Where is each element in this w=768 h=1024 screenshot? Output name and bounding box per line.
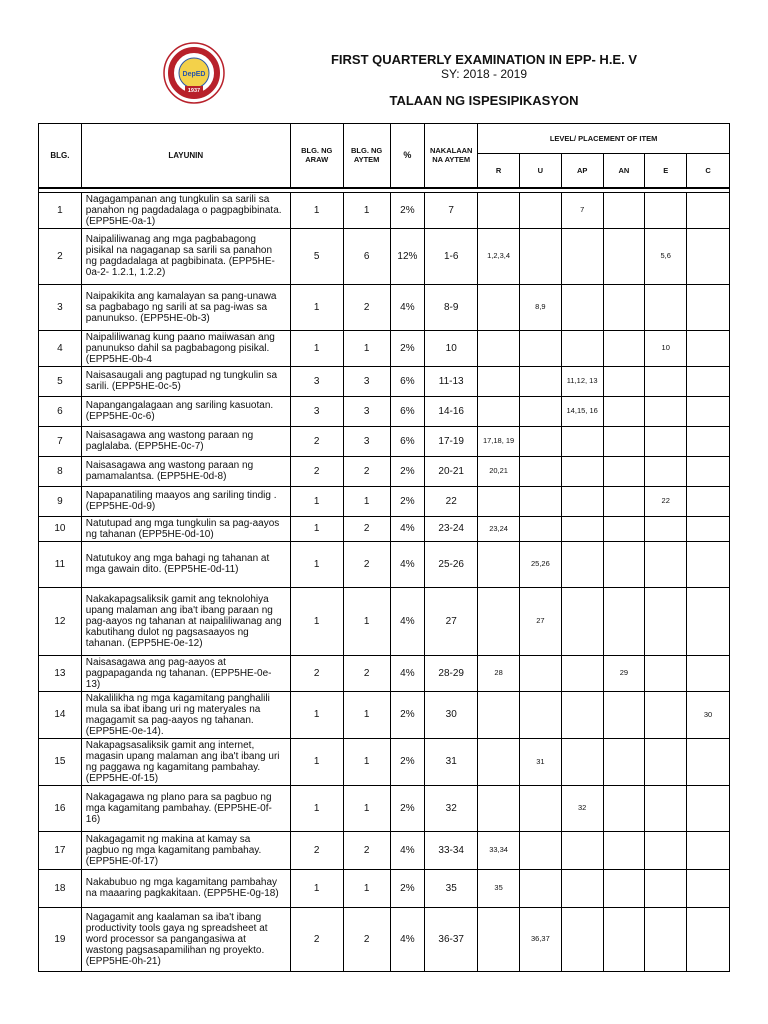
row-level-an [603, 284, 645, 330]
row-items: 2 [343, 907, 390, 971]
row-items: 1 [343, 587, 390, 655]
row-level-c [687, 738, 730, 785]
table-row [39, 831, 730, 869]
row-level-ap: 11,12, 13 [561, 366, 603, 396]
row-allocated-items: 33-34 [425, 831, 478, 869]
row-level-r [478, 587, 520, 655]
svg-text:DepED: DepED [182, 71, 206, 78]
row-level-ap [561, 587, 603, 655]
row-percent: 4% [390, 907, 425, 971]
row-level-c [687, 907, 730, 971]
row-level-ap [561, 456, 603, 486]
row-level-u [519, 516, 561, 541]
row-level-r [478, 486, 520, 516]
row-level-ap: 14,15, 16 [561, 396, 603, 426]
row-level-u: 8,9 [519, 284, 561, 330]
row-level-an: 29 [603, 655, 645, 691]
row-percent: 2% [390, 738, 425, 785]
row-level-e [645, 284, 687, 330]
row-days: 2 [290, 831, 343, 869]
row-level-e [645, 192, 687, 228]
row-level-ap [561, 330, 603, 366]
row-allocated-items: 10 [425, 330, 478, 366]
row-level-an [603, 869, 645, 907]
row-level-e [645, 396, 687, 426]
row-level-u [519, 869, 561, 907]
header-level-u: U [519, 154, 561, 188]
row-level-an [603, 192, 645, 228]
row-number: 18 [39, 869, 82, 907]
row-days: 3 [290, 396, 343, 426]
table-row [39, 284, 730, 330]
row-items: 2 [343, 831, 390, 869]
row-level-c [687, 426, 730, 456]
row-level-u [519, 366, 561, 396]
row-percent: 6% [390, 366, 425, 396]
row-level-c: 30 [687, 691, 730, 738]
row-items: 2 [343, 541, 390, 587]
row-days: 2 [290, 655, 343, 691]
row-level-an [603, 785, 645, 831]
row-level-ap [561, 228, 603, 284]
row-items: 1 [343, 330, 390, 366]
row-percent: 4% [390, 284, 425, 330]
row-level-e [645, 366, 687, 396]
row-objective: Natutupad ang mga tungkulin sa pag-aayos ng tahanan (EPP5HE-0d-10) [81, 516, 290, 541]
row-level-e [645, 907, 687, 971]
row-days: 1 [290, 785, 343, 831]
row-level-e [645, 831, 687, 869]
row-items: 6 [343, 228, 390, 284]
row-allocated-items: 14-16 [425, 396, 478, 426]
row-days: 1 [290, 691, 343, 738]
table-row [39, 541, 730, 587]
row-level-ap: 32 [561, 785, 603, 831]
row-level-r: 28 [478, 655, 520, 691]
header-percent: % [390, 124, 425, 188]
row-level-r: 20,21 [478, 456, 520, 486]
row-allocated-items: 20-21 [425, 456, 478, 486]
row-allocated-items: 35 [425, 869, 478, 907]
row-level-c [687, 655, 730, 691]
row-level-ap [561, 738, 603, 785]
row-number: 19 [39, 907, 82, 971]
row-percent: 4% [390, 831, 425, 869]
row-level-e [645, 869, 687, 907]
row-level-an [603, 396, 645, 426]
table-row [39, 869, 730, 907]
row-level-c [687, 396, 730, 426]
row-objective: Nakagagawa ng plano para sa pagbuo ng mga kagamitang pambahay. (EPP5HE-0f-16) [81, 785, 290, 831]
row-days: 1 [290, 587, 343, 655]
row-number: 16 [39, 785, 82, 831]
row-level-r [478, 907, 520, 971]
row-level-an [603, 516, 645, 541]
row-percent: 2% [390, 330, 425, 366]
row-percent: 6% [390, 426, 425, 456]
row-level-ap [561, 486, 603, 516]
row-level-an [603, 907, 645, 971]
row-level-ap [561, 907, 603, 971]
row-level-r: 33,34 [478, 831, 520, 869]
table-row [39, 587, 730, 655]
row-level-u [519, 486, 561, 516]
row-level-an [603, 366, 645, 396]
row-number: 12 [39, 587, 82, 655]
row-level-c [687, 516, 730, 541]
row-percent: 12% [390, 228, 425, 284]
row-level-an [603, 228, 645, 284]
row-objective: Naisasagawa ang pag-aayos at pagpapaganda ng tahanan. (EPP5HE-0e-13) [81, 655, 290, 691]
row-level-r [478, 192, 520, 228]
row-level-e [645, 587, 687, 655]
row-number: 9 [39, 486, 82, 516]
row-allocated-items: 8-9 [425, 284, 478, 330]
row-items: 1 [343, 869, 390, 907]
table-subtitle: TALAAN NG ISPESIPIKASYON [389, 93, 579, 108]
row-level-r [478, 396, 520, 426]
row-objective: Naipaliliwanag ang mga pagbabagong pisikal na nagaganap sa sarili sa panahon ng pagdadalaga at pagbibinata. (EPP5HE-0a-2- 1.2.1, 1.2.2) [81, 228, 290, 284]
row-level-r [478, 541, 520, 587]
row-percent: 2% [390, 486, 425, 516]
row-number: 3 [39, 284, 82, 330]
row-number: 13 [39, 655, 82, 691]
row-percent: 2% [390, 785, 425, 831]
row-level-r [478, 330, 520, 366]
table-row [39, 516, 730, 541]
row-level-an [603, 330, 645, 366]
row-number: 5 [39, 366, 82, 396]
row-items: 1 [343, 738, 390, 785]
row-number: 1 [39, 192, 82, 228]
header-level-e: E [645, 154, 687, 188]
row-days: 2 [290, 426, 343, 456]
row-objective: Natutukoy ang mga bahagi ng tahanan at mga gawain dito. (EPP5HE-0d-11) [81, 541, 290, 587]
row-level-an [603, 691, 645, 738]
row-number: 6 [39, 396, 82, 426]
row-objective: Nakabubuo ng mga kagamitang pambahay na maaaring pagkakitaan. (EPP5HE-0g-18) [81, 869, 290, 907]
row-level-an [603, 831, 645, 869]
row-level-u [519, 691, 561, 738]
row-items: 2 [343, 516, 390, 541]
row-allocated-items: 22 [425, 486, 478, 516]
row-level-r: 35 [478, 869, 520, 907]
row-allocated-items: 28-29 [425, 655, 478, 691]
header-aytem: BLG. NG AYTEM [343, 124, 390, 188]
row-objective: Nakakapagsaliksik gamit ang teknolohiya upang malaman ang iba't ibang paraan ng pag-aayos ng tahanan at naipaliliwanag ang kabutihang dulot ng pagsasaayos ng tahanan. (EPP5HE-0e-12) [81, 587, 290, 655]
row-level-r [478, 284, 520, 330]
table-row [39, 907, 730, 971]
row-level-u [519, 785, 561, 831]
row-percent: 2% [390, 869, 425, 907]
row-level-an [603, 587, 645, 655]
row-level-ap: 7 [561, 192, 603, 228]
row-days: 1 [290, 284, 343, 330]
row-level-e: 22 [645, 486, 687, 516]
row-level-r: 1,2,3,4 [478, 228, 520, 284]
row-percent: 2% [390, 691, 425, 738]
row-items: 3 [343, 396, 390, 426]
row-number: 15 [39, 738, 82, 785]
row-level-u [519, 426, 561, 456]
row-level-an [603, 738, 645, 785]
row-level-r: 23,24 [478, 516, 520, 541]
row-level-e: 5,6 [645, 228, 687, 284]
row-level-u [519, 330, 561, 366]
row-level-ap [561, 284, 603, 330]
table-row [39, 330, 730, 366]
row-level-c [687, 192, 730, 228]
row-number: 7 [39, 426, 82, 456]
row-level-e [645, 456, 687, 486]
table-row [39, 785, 730, 831]
row-allocated-items: 1-6 [425, 228, 478, 284]
row-percent: 6% [390, 396, 425, 426]
row-percent: 4% [390, 516, 425, 541]
row-number: 10 [39, 516, 82, 541]
table-row [39, 366, 730, 396]
row-objective: Nagagampanan ang tungkulin sa sarili sa panahon ng pagdadalaga o pagpagbibinata. (EPP5HE-0a-1) [81, 192, 290, 228]
row-items: 3 [343, 366, 390, 396]
svg-text:1937: 1937 [187, 88, 201, 94]
row-level-ap [561, 426, 603, 456]
row-allocated-items: 25-26 [425, 541, 478, 587]
row-days: 1 [290, 516, 343, 541]
row-days: 1 [290, 330, 343, 366]
row-days: 3 [290, 366, 343, 396]
row-items: 1 [343, 785, 390, 831]
table-row [39, 738, 730, 785]
row-allocated-items: 11-13 [425, 366, 478, 396]
row-objective: Napangangalagaan ang sariling kasuotan. (EPP5HE-0c-6) [81, 396, 290, 426]
row-number: 4 [39, 330, 82, 366]
row-level-e [645, 785, 687, 831]
row-number: 8 [39, 456, 82, 486]
row-objective: Nakalilikha ng mga kagamitang panghalili mula sa ibat ibang uri ng materyales na magagamit sa pag-aayos ng tahanan. (EPP5HE-0e-14). [81, 691, 290, 738]
row-objective: Naisasagawa ang wastong paraan ng pamamalantsa. (EPP5HE-0d-8) [81, 456, 290, 486]
table-row [39, 691, 730, 738]
row-items: 1 [343, 192, 390, 228]
row-number: 14 [39, 691, 82, 738]
header-level: LEVEL/ PLACEMENT OF ITEM [478, 124, 730, 154]
row-percent: 4% [390, 587, 425, 655]
row-level-c [687, 869, 730, 907]
row-level-c [687, 456, 730, 486]
row-level-u [519, 655, 561, 691]
row-level-c [687, 330, 730, 366]
row-days: 1 [290, 541, 343, 587]
row-level-c [687, 366, 730, 396]
header-level-r: R [478, 154, 520, 188]
row-objective: Nakapagsasaliksik gamit ang internet, magasin upang malaman ang iba't ibang uri ng paggawa ng kagamitang pambahay. (EPP5HE-0f-15) [81, 738, 290, 785]
row-objective: Nagagamit ang kaalaman sa iba't ibang productivity tools gaya ng spreadsheet at word processor sa pangangasiwa at wastong pagsasapamilihan ng proyekto. (EPP5HE-0h-21) [81, 907, 290, 971]
header-level-ap: AP [561, 154, 603, 188]
table-row [39, 192, 730, 228]
exam-title: FIRST QUARTERLY EXAMINATION IN EPP- H.E. V [330, 52, 637, 67]
row-allocated-items: 36-37 [425, 907, 478, 971]
row-number: 2 [39, 228, 82, 284]
row-allocated-items: 7 [425, 192, 478, 228]
row-days: 2 [290, 456, 343, 486]
row-items: 3 [343, 426, 390, 456]
row-level-r [478, 785, 520, 831]
row-items: 1 [343, 691, 390, 738]
row-level-e [645, 655, 687, 691]
row-level-c [687, 785, 730, 831]
row-level-r [478, 691, 520, 738]
row-level-an [603, 456, 645, 486]
row-level-e: 10 [645, 330, 687, 366]
row-level-u [519, 228, 561, 284]
row-percent: 2% [390, 192, 425, 228]
header-blg: BLG. [39, 124, 82, 188]
table-row [39, 456, 730, 486]
row-level-u: 36,37 [519, 907, 561, 971]
row-days: 1 [290, 869, 343, 907]
row-level-c [687, 541, 730, 587]
row-level-e [645, 691, 687, 738]
row-level-ap [561, 691, 603, 738]
row-level-u: 25,26 [519, 541, 561, 587]
row-allocated-items: 32 [425, 785, 478, 831]
row-allocated-items: 27 [425, 587, 478, 655]
specification-table [38, 123, 730, 972]
header-level-c: C [687, 154, 730, 188]
row-items: 2 [343, 284, 390, 330]
row-objective: Napapanatiling maayos ang sariling tindig . (EPP5HE-0d-9) [81, 486, 290, 516]
row-items: 2 [343, 456, 390, 486]
row-allocated-items: 17-19 [425, 426, 478, 456]
row-level-e [645, 738, 687, 785]
row-days: 1 [290, 486, 343, 516]
row-items: 2 [343, 655, 390, 691]
row-level-an [603, 486, 645, 516]
row-level-u [519, 456, 561, 486]
row-percent: 4% [390, 655, 425, 691]
row-level-e [645, 516, 687, 541]
row-level-u [519, 831, 561, 869]
table-row [39, 486, 730, 516]
row-level-ap [561, 655, 603, 691]
row-level-e [645, 426, 687, 456]
school-year: SY: 2018 - 2019 [440, 67, 528, 81]
header-nakalaan: NAKALAAN NA AYTEM [425, 124, 478, 188]
row-percent: 4% [390, 541, 425, 587]
row-days: 5 [290, 228, 343, 284]
row-objective: Naisasaugali ang pagtupad ng tungkulin sa sarili. (EPP5HE-0c-5) [81, 366, 290, 396]
row-level-c [687, 486, 730, 516]
row-objective: Nakagagamit ng makina at kamay sa pagbuo ng mga kagamitang pambahay. (EPP5HE-0f-17) [81, 831, 290, 869]
row-allocated-items: 31 [425, 738, 478, 785]
row-level-u [519, 396, 561, 426]
row-days: 2 [290, 907, 343, 971]
row-level-u [519, 192, 561, 228]
row-number: 11 [39, 541, 82, 587]
row-level-an [603, 426, 645, 456]
header-level-an: AN [603, 154, 645, 188]
row-level-r: 17,18, 19 [478, 426, 520, 456]
row-level-e [645, 541, 687, 587]
row-level-ap [561, 831, 603, 869]
header-araw: BLG. NG ARAW [290, 124, 343, 188]
row-objective: Naisasagawa ang wastong paraan ng paglalaba. (EPP5HE-0c-7) [81, 426, 290, 456]
table-row [39, 426, 730, 456]
table-row [39, 228, 730, 284]
row-level-ap [561, 516, 603, 541]
row-level-ap [561, 869, 603, 907]
row-level-c [687, 284, 730, 330]
row-objective: Naipaliliwanag kung paano maiiwasan ang panunukso dahil sa pagbabagong pisikal. (EPP5HE-0b-4 [81, 330, 290, 366]
row-days: 1 [290, 192, 343, 228]
row-level-r [478, 738, 520, 785]
row-level-ap [561, 541, 603, 587]
row-number: 17 [39, 831, 82, 869]
row-level-c [687, 587, 730, 655]
row-level-u: 31 [519, 738, 561, 785]
row-allocated-items: 30 [425, 691, 478, 738]
row-level-u: 27 [519, 587, 561, 655]
row-level-c [687, 228, 730, 284]
header-layunin: LAYUNIN [81, 124, 290, 188]
table-row [39, 655, 730, 691]
row-level-an [603, 541, 645, 587]
row-allocated-items: 23-24 [425, 516, 478, 541]
table-row [39, 396, 730, 426]
row-percent: 2% [390, 456, 425, 486]
row-days: 1 [290, 738, 343, 785]
row-objective: Naipakikita ang kamalayan sa pang-unawa sa pagbabago ng sarili at sa pag-iwas sa panunukso. (EPP5HE-0b-3) [81, 284, 290, 330]
row-items: 1 [343, 486, 390, 516]
row-level-r [478, 366, 520, 396]
row-level-c [687, 831, 730, 869]
